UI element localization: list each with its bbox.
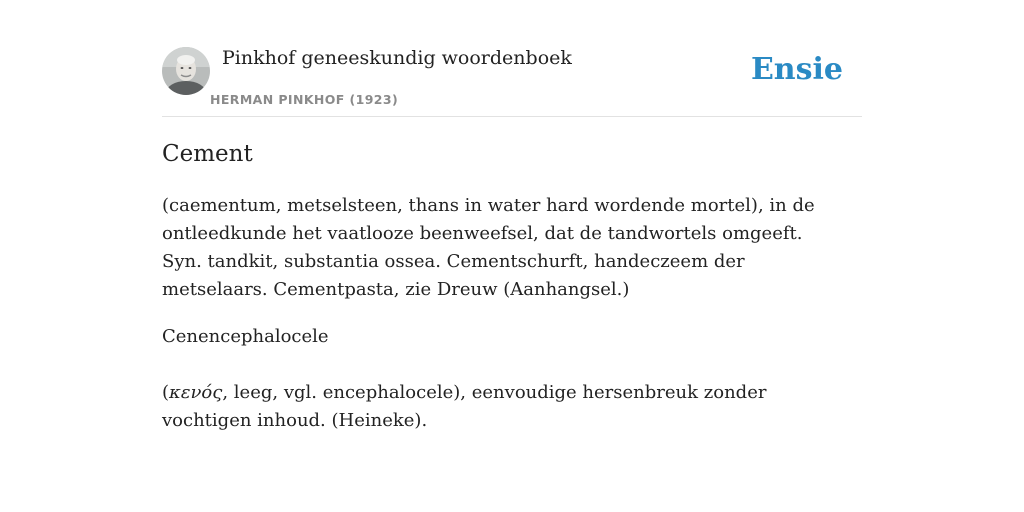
entry-title: Cement: [162, 141, 253, 167]
dictionary-header: [162, 40, 862, 117]
related-entry-title: Cenencephalocele: [162, 326, 329, 347]
related-entry-definition: [162, 379, 842, 435]
greek-term: κενός: [169, 382, 223, 403]
author-portrait-icon[interactable]: [162, 47, 210, 95]
entry-definition: (caementum, metselsteen, thans in water hard wordende mortel), in de ontleedkunde het vaatlooze beenweefsel, dat de tandwortels omgeeft. Syn. tandkit, substantia ossea. Cementschurft, handeczeem der metselaars. Cementpasta, zie Dreuw (Aanhangsel.): [162, 195, 815, 300]
author-label: HERMAN PINKHOF (1923): [210, 92, 399, 107]
book-title[interactable]: Pinkhof geneeskundig woordenboek: [222, 47, 572, 69]
related-entry-open-paren: (: [162, 382, 170, 403]
related-entry-text: , leeg, vgl. encephalocele), eenvoudige hersenbreuk zonder vochtigen inhoud. (Heineke).: [162, 382, 767, 431]
ensie-logo[interactable]: Ensie: [750, 52, 843, 87]
